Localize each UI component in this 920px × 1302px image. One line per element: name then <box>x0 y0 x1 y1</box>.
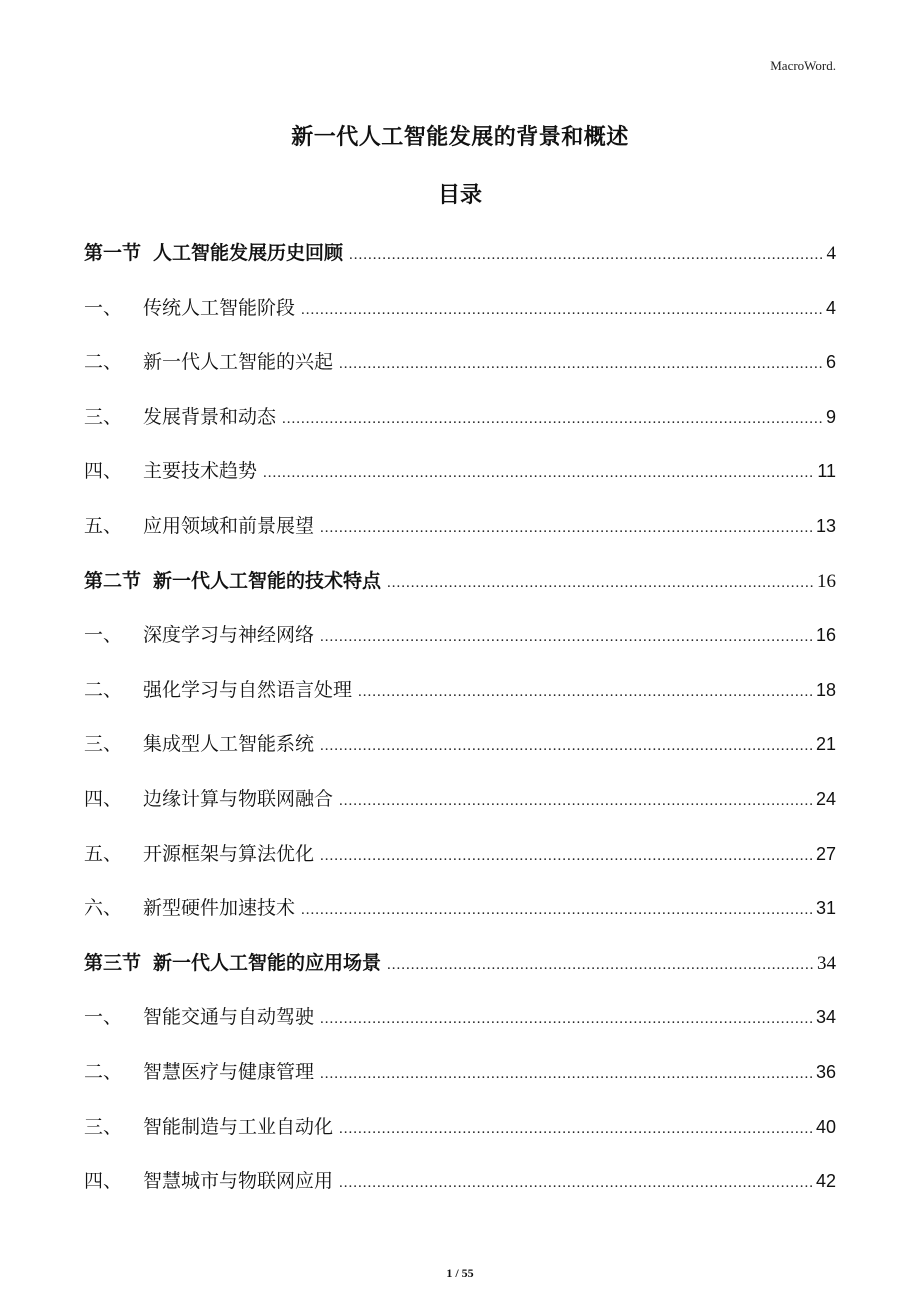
toc-subsection-entry[interactable] <box>84 335 836 390</box>
toc-entry-page: 13 <box>815 515 836 536</box>
toc-entry-number: 一、 <box>84 296 123 319</box>
toc-subsection-entry[interactable] <box>84 390 836 445</box>
toc-dot-leader <box>282 392 824 447</box>
toc-entry-label: 边缘计算与物联网融合 <box>143 787 334 810</box>
toc-dot-leader <box>301 883 814 938</box>
toc-entry-page: 24 <box>815 788 836 809</box>
page-indicator: 1 / 55 <box>446 1266 474 1280</box>
toc-subsection-entry[interactable] <box>84 772 836 827</box>
toc-entry-number: 六、 <box>84 897 123 920</box>
toc-dot-leader <box>339 337 824 392</box>
toc-entry-page: 11 <box>817 461 836 482</box>
toc-entry-page: 6 <box>825 352 836 373</box>
toc-entry-label: 开源框架与算法优化 <box>143 842 315 865</box>
toc-entry-label: 人工智能发展历史回顾 <box>153 242 344 264</box>
toc-subsection-entry[interactable] <box>84 608 836 663</box>
toc-entry-label: 智慧医疗与健康管理 <box>143 1060 315 1083</box>
toc-subsection-entry[interactable] <box>84 881 836 936</box>
toc-entry-number: 五、 <box>84 842 123 865</box>
toc-entry-page: 18 <box>815 679 836 700</box>
toc-entry-label: 新一代人工智能的技术特点 <box>153 569 382 592</box>
toc-section-entry[interactable] <box>84 226 836 281</box>
toc-entry-label: 集成型人工智能系统 <box>143 733 315 756</box>
toc-subsection-entry[interactable] <box>84 663 836 718</box>
toc-entry-page: 34 <box>815 1007 836 1028</box>
toc-entry-page: 31 <box>815 898 836 919</box>
toc-dot-leader <box>320 992 814 1047</box>
toc-entry-number: 五、 <box>84 514 123 537</box>
toc-entry-label: 新型硬件加速技术 <box>143 897 296 920</box>
toc-entry-page: 36 <box>815 1061 836 1082</box>
toc-dot-leader <box>320 719 814 774</box>
toc-entry-label: 主要技术趋势 <box>143 460 258 483</box>
toc-entry-number: 一、 <box>84 1006 123 1029</box>
toc-subsection-entry[interactable] <box>84 281 836 336</box>
toc-dot-leader <box>263 446 815 501</box>
toc-entry-page: 27 <box>815 843 836 864</box>
toc-entry-label: 深度学习与神经网络 <box>143 624 315 647</box>
toc-entry-number: 第三节 <box>84 951 142 974</box>
toc-subsection-entry[interactable] <box>84 444 836 499</box>
toc-entry-page: 40 <box>815 1116 836 1137</box>
toc-subsection-entry[interactable] <box>84 1100 836 1155</box>
toc-entry-label: 智能交通与自动驾驶 <box>143 1006 315 1029</box>
toc-entry-number: 一、 <box>84 624 123 647</box>
table-of-contents <box>84 226 836 1209</box>
toc-section-entry[interactable] <box>84 936 836 991</box>
toc-entry-page: 42 <box>815 1171 836 1192</box>
toc-section-entry[interactable] <box>84 554 836 609</box>
toc-dot-leader <box>349 228 824 283</box>
toc-entry-page: 9 <box>825 406 836 427</box>
toc-dot-leader <box>301 283 824 338</box>
toc-entry-number: 三、 <box>84 1115 123 1138</box>
document-title: 新一代人工智能发展的背景和概述 <box>291 125 629 150</box>
toc-subsection-entry[interactable] <box>84 499 836 554</box>
toc-subsection-entry[interactable] <box>84 1154 836 1209</box>
toc-dot-leader <box>387 556 815 611</box>
toc-entry-number: 二、 <box>84 1060 123 1083</box>
toc-entry-number: 二、 <box>84 678 123 701</box>
toc-entry-number: 四、 <box>84 1170 123 1193</box>
toc-entry-label: 传统人工智能阶段 <box>143 296 296 319</box>
toc-dot-leader <box>358 665 814 720</box>
toc-entry-page: 16 <box>817 570 836 592</box>
header-brand: MacroWord. <box>770 58 836 73</box>
toc-entry-label: 新一代人工智能的应用场景 <box>153 951 382 974</box>
toc-dot-leader <box>339 1102 814 1157</box>
toc-dot-leader <box>339 1156 814 1211</box>
toc-entry-label: 新一代人工智能的兴起 <box>143 351 334 374</box>
toc-dot-leader <box>320 829 814 884</box>
toc-dot-leader <box>339 774 814 829</box>
toc-subsection-entry[interactable] <box>84 990 836 1045</box>
toc-entry-label: 发展背景和动态 <box>143 405 277 428</box>
toc-entry-number: 二、 <box>84 351 123 374</box>
toc-entry-number: 四、 <box>84 787 123 810</box>
toc-subsection-entry[interactable] <box>84 827 836 882</box>
toc-dot-leader <box>320 610 814 665</box>
toc-subsection-entry[interactable] <box>84 717 836 772</box>
toc-entry-number: 第一节 <box>84 242 142 264</box>
toc-entry-page: 34 <box>817 952 836 974</box>
toc-entry-page: 16 <box>815 625 836 646</box>
toc-dot-leader <box>320 501 814 556</box>
toc-entry-number: 三、 <box>84 733 123 756</box>
toc-dot-leader <box>387 938 815 993</box>
toc-entry-label: 智慧城市与物联网应用 <box>143 1170 334 1193</box>
toc-subsection-entry[interactable] <box>84 1045 836 1100</box>
toc-entry-label: 强化学习与自然语言处理 <box>143 678 353 701</box>
toc-entry-page: 21 <box>815 734 836 755</box>
toc-entry-label: 应用领域和前景展望 <box>143 514 315 537</box>
toc-entry-label: 智能制造与工业自动化 <box>143 1115 334 1138</box>
toc-dot-leader <box>320 1047 814 1102</box>
toc-entry-page: 4 <box>826 243 836 264</box>
toc-entry-number: 三、 <box>84 405 123 428</box>
toc-entry-number: 第二节 <box>84 569 142 592</box>
toc-entry-page: 4 <box>825 297 836 318</box>
toc-heading: 目录 <box>437 183 482 208</box>
toc-entry-number: 四、 <box>84 460 123 483</box>
